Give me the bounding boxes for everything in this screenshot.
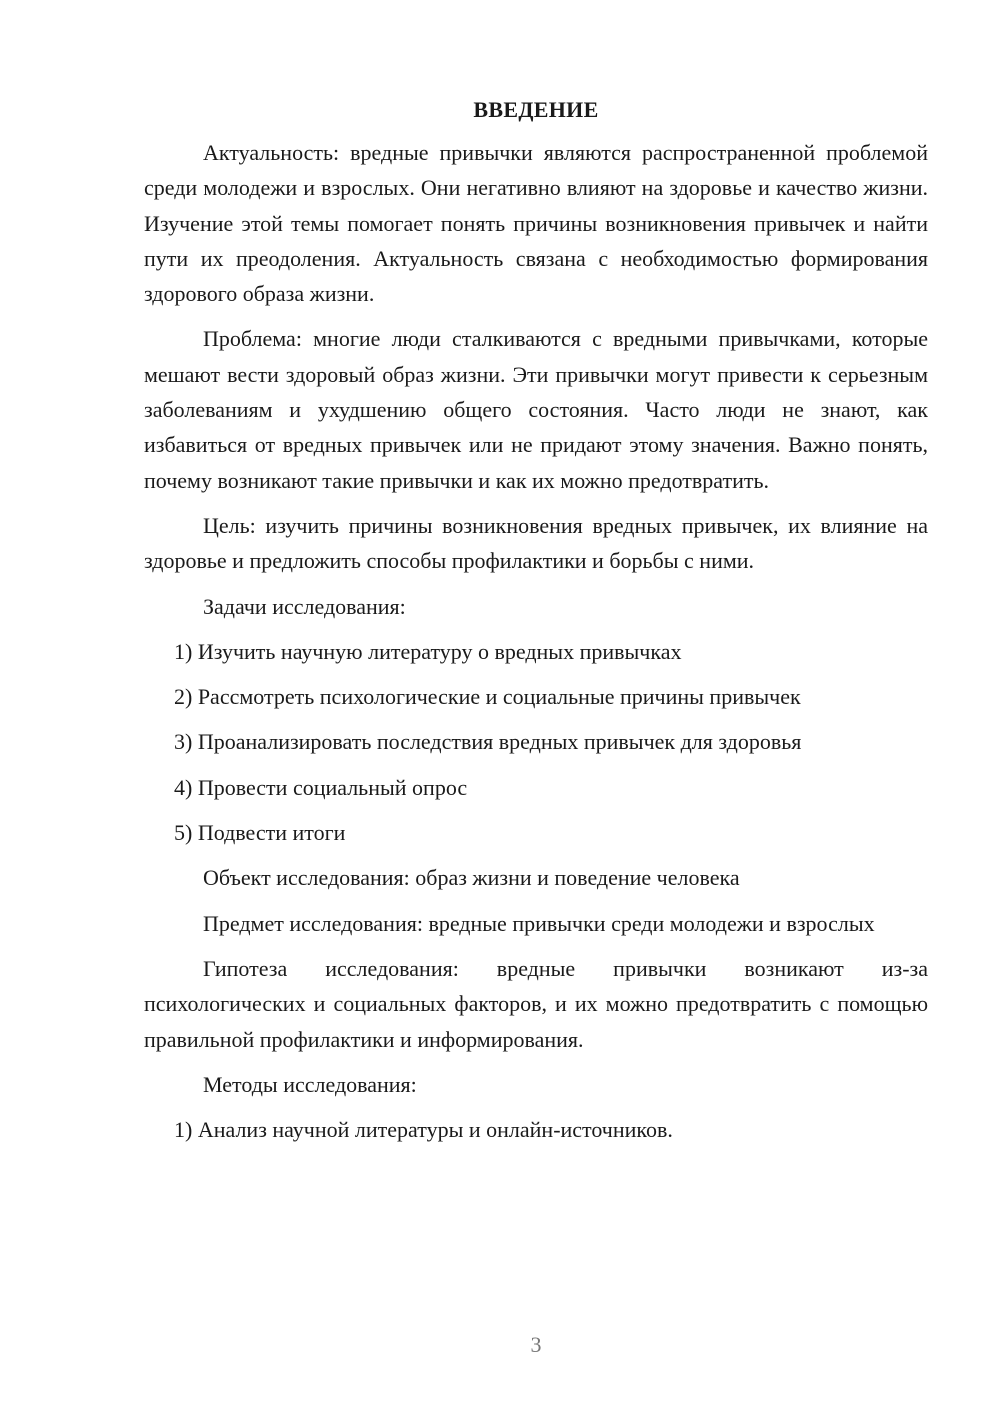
methods-list [144,1112,928,1147]
method-item: 1) Анализ научной литературы и онлайн-источников. [174,1117,673,1143]
problem-paragraph: Проблема: многие люди сталкиваются с вредными привычками, которые мешают вести здоровый образ жизни. Эти привычки могут привести к серьезным заболеваниям и ухудшению общего состояния. Часто люди не знают, как избавиться от вредных привычек или не придают этому значения. Важно понять, почему возникают такие привычки и как их можно предотвратить. [144,326,928,493]
page-title: ВВЕДЕНИЕ [473,97,599,122]
page-number: 3 [530,1332,542,1357]
relevance-paragraph: Актуальность: вредные привычки являются распространенной проблемой среди молодежи и взрослых. Они негативно влияют на здоровье и качество жизни. Изучение этой темы помогает понять причины возникновения привычек и найти пути их преодоления. Актуальность связана с необходимостью формирования здорового образа жизни. [144,140,928,307]
methods-heading: Методы исследования: [203,1071,417,1097]
tasks-heading: Задачи исследования: [203,593,406,619]
subject-paragraph: Предмет исследования: вредные привычки среди молодежи и взрослых [203,910,875,936]
page-content [144,92,928,1157]
object-line: Объект исследования: образ жизни и поведение человека [203,865,740,891]
task-item: 5) Подвести итоги [174,820,346,846]
task-item: 4) Провести социальный опрос [174,774,468,800]
goal-paragraph: Цель: изучить причины возникновения вредных привычек, их влияние на здоровье и предложить способы профилактики и борьбы с ними. [144,512,928,574]
task-item: 1) Изучить научную литературу о вредных привычках [174,638,682,664]
tasks-list [144,634,928,850]
hypothesis-paragraph: Гипотеза исследования: вредные привычки возникают из-за психологических и социальных факторов, и их можно предотвратить с помощью правильной профилактики и информирования. [144,955,928,1052]
task-item: 3) Проанализировать последствия вредных привычек для здоровья [174,729,802,755]
task-item: 2) Рассмотреть психологические и социальные причины привычек [174,684,801,710]
